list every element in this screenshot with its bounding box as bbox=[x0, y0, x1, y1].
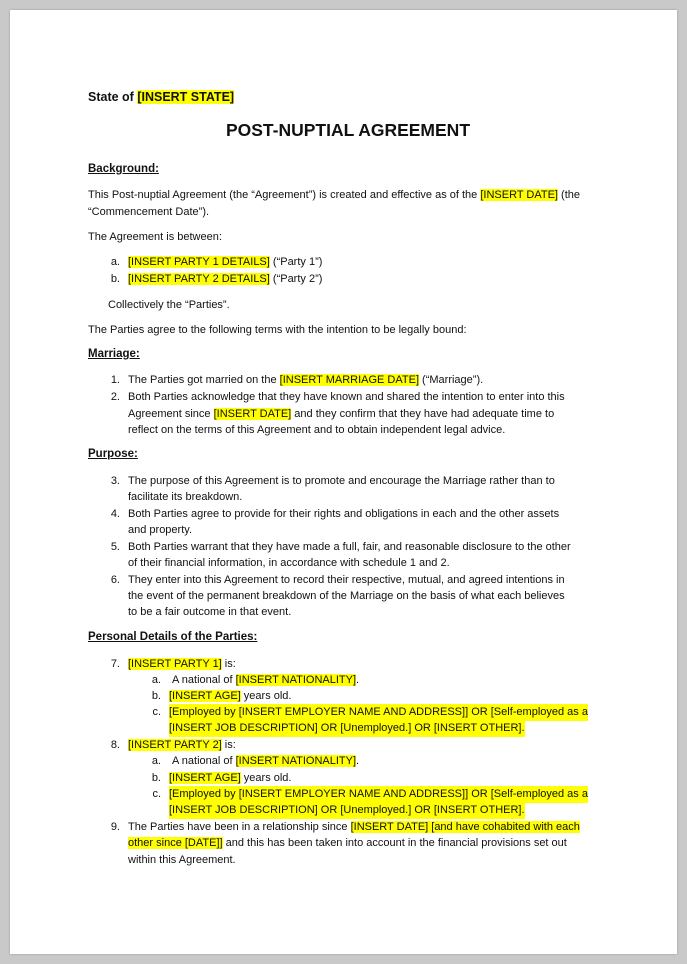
background-paragraph-1-cont: “Commencement Date”). bbox=[88, 206, 210, 218]
party-2-details-placeholder: [INSERT PARTY 2 DETAILS] bbox=[128, 273, 270, 285]
clause-8c-line-2: [INSERT JOB DESCRIPTION] OR [Unemployed.] OR [INSERT OTHER]. bbox=[169, 802, 525, 819]
heading-purpose: Purpose: bbox=[88, 448, 138, 460]
clause-2-line-2: Agreement since [INSERT DATE] and they confirm that they have had adequate time to bbox=[128, 408, 555, 420]
clause-9-line-3: within this Agreement. bbox=[128, 854, 236, 866]
clause-2-line-1: Both Parties acknowledge that they have known and shared the intention to enter into this bbox=[128, 391, 565, 403]
age-placeholder: [INSERT AGE] bbox=[169, 690, 241, 702]
clause-8: [INSERT PARTY 2] is: bbox=[128, 739, 236, 751]
clause-8b: [INSERT AGE] years old. bbox=[169, 772, 292, 784]
heading-personal-details: Personal Details of the Parties: bbox=[88, 631, 258, 643]
clause-4-label: 4. bbox=[110, 508, 120, 520]
collectively-line: Collectively the “Parties”. bbox=[108, 299, 230, 311]
clause-7c-label: c. bbox=[152, 706, 161, 718]
cohabitation-date-placeholder: other since [DATE]] bbox=[128, 837, 223, 849]
state-line bbox=[88, 90, 234, 104]
state-prefix: State of bbox=[88, 90, 138, 104]
clause-1-label: 1. bbox=[110, 374, 120, 386]
party-a-item: [INSERT PARTY 1 DETAILS] (“Party 1”) bbox=[128, 256, 323, 268]
commencement-date-placeholder: [INSERT DATE] bbox=[480, 189, 558, 201]
marriage-date-placeholder: [INSERT MARRIAGE DATE] bbox=[279, 374, 419, 386]
document-title: POST-NUPTIAL AGREEMENT bbox=[225, 120, 471, 140]
clause-6-line-3: to be a fair outcome in that event. bbox=[128, 606, 292, 618]
heading-background: Background: bbox=[88, 163, 159, 175]
clause-6-line-2: the event of the permanent breakdown of the Marriage on the basis of what each believes bbox=[128, 590, 565, 602]
between-line: The Agreement is between: bbox=[88, 231, 222, 243]
party-a-label: a. bbox=[110, 256, 120, 268]
clause-8c-line-1: [Employed by [INSERT EMPLOYER NAME AND ADDRESS]] OR [Self-employed as a bbox=[169, 786, 588, 803]
heading-marriage: Marriage: bbox=[88, 348, 140, 360]
clause-9-label: 9. bbox=[110, 821, 120, 833]
party-1-placeholder: [INSERT PARTY 1] bbox=[128, 658, 222, 670]
clause-4-line-1: Both Parties agree to provide for their rights and obligations in each and the other assets bbox=[128, 508, 560, 520]
clause-7a: A national of [INSERT NATIONALITY]. bbox=[172, 674, 360, 686]
party-1-details-placeholder: [INSERT PARTY 1 DETAILS] bbox=[128, 256, 270, 268]
clause-4-line-2: and property. bbox=[128, 524, 193, 536]
clause-2-line-3: reflect on the terms of this Agreement and to obtain independent legal advice. bbox=[128, 424, 506, 436]
clause-9-line-2: other since [DATE]] and this has been taken into account in the financial provisions set out bbox=[128, 837, 567, 849]
party-b-label: b. bbox=[110, 273, 120, 285]
clause-6-line-1: They enter into this Agreement to record their respective, mutual, and agreed intentions in bbox=[128, 574, 565, 586]
party-2-placeholder: [INSERT PARTY 2] bbox=[128, 739, 222, 751]
clause-2-label: 2. bbox=[110, 391, 120, 403]
state-placeholder: [INSERT STATE] bbox=[137, 90, 235, 104]
agreement-date-placeholder: [INSERT DATE] bbox=[213, 408, 292, 420]
clause-8a: A national of [INSERT NATIONALITY]. bbox=[172, 755, 360, 767]
clause-5-label: 5. bbox=[110, 541, 120, 553]
clause-9-line-1: The Parties have been in a relationship since [INSERT DATE] [and have cohabited with each bbox=[128, 821, 580, 833]
agree-line: The Parties agree to the following terms with the intention to be legally bound: bbox=[88, 324, 467, 336]
background-paragraph-1: This Post-nuptial Agreement (the “Agreement”) is created and effective as of the [INSERT DATE] (the bbox=[88, 189, 580, 201]
age-placeholder: [INSERT AGE] bbox=[169, 772, 241, 784]
clause-7c-line-1: [Employed by [INSERT EMPLOYER NAME AND ADDRESS]] OR [Self-employed as a bbox=[169, 704, 588, 721]
clause-1: The Parties got married on the [INSERT MARRIAGE DATE] (“Marriage”). bbox=[128, 374, 484, 386]
clause-8b-label: b. bbox=[151, 772, 161, 784]
clause-7-label: 7. bbox=[110, 658, 120, 670]
clause-6-label: 6. bbox=[110, 574, 120, 586]
clause-7: [INSERT PARTY 1] is: bbox=[128, 658, 236, 670]
clause-3-line-1: The purpose of this Agreement is to promote and encourage the Marriage rather than to bbox=[128, 475, 555, 487]
clause-7c-line-2: [INSERT JOB DESCRIPTION] OR [Unemployed.] OR [INSERT OTHER]. bbox=[169, 720, 525, 737]
nationality-placeholder: [INSERT NATIONALITY] bbox=[235, 755, 357, 767]
relationship-date-placeholder: [INSERT DATE] [and have cohabited with each bbox=[350, 821, 580, 833]
clause-8a-label: a. bbox=[151, 755, 161, 767]
nationality-placeholder: [INSERT NATIONALITY] bbox=[235, 674, 357, 686]
clause-7a-label: a. bbox=[151, 674, 161, 686]
clause-3-label: 3. bbox=[110, 475, 120, 487]
clause-5-line-2: of their financial information, in accordance with schedule 1 and 2. bbox=[128, 557, 450, 569]
party-b-item: [INSERT PARTY 2 DETAILS] (“Party 2”) bbox=[128, 273, 323, 285]
clause-8c-label: c. bbox=[152, 788, 161, 800]
clause-7b-label: b. bbox=[151, 690, 161, 702]
clause-7b: [INSERT AGE] years old. bbox=[169, 690, 292, 702]
clause-5-line-1: Both Parties warrant that they have made a full, fair, and reasonable disclosure to the other bbox=[128, 541, 571, 553]
clause-3-line-2: facilitate its breakdown. bbox=[128, 491, 243, 503]
document-page bbox=[10, 10, 677, 954]
clause-8-label: 8. bbox=[110, 739, 120, 751]
